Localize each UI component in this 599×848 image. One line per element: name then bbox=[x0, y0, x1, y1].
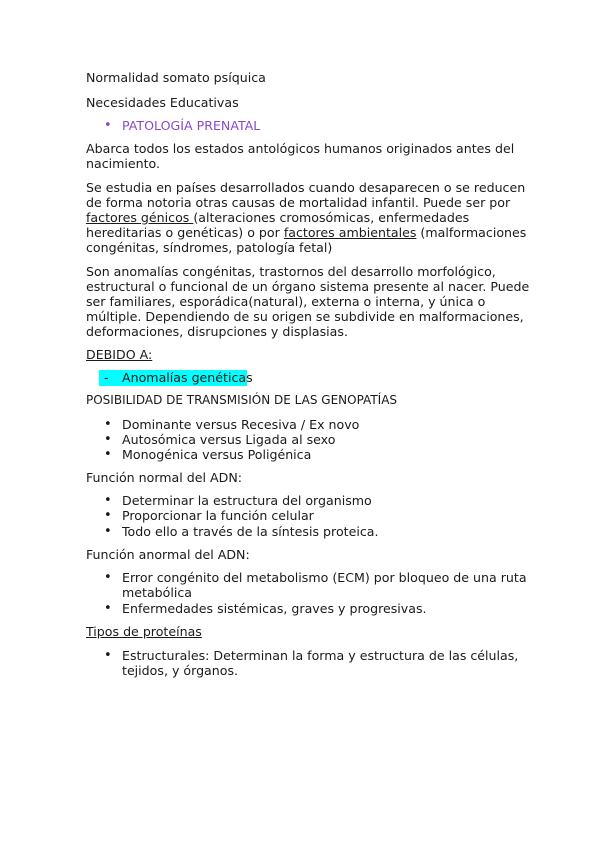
list-item: Error congénito del metabolismo (ECM) por bloqueo de una ruta bbox=[122, 570, 527, 585]
list-item: Dominante versus Recesiva / Ex novo bbox=[122, 417, 360, 432]
paragraph-3-line: ser familiares, esporádica(natural), externa o interna, y única o bbox=[86, 294, 486, 309]
debido-a-heading: DEBIDO A: bbox=[86, 347, 153, 362]
factores-ambientales-link: factores ambientales bbox=[283, 225, 417, 240]
anomalias-geneticas-highlight: Anomalías genéticas bbox=[122, 370, 253, 385]
list-item: Determinar la estructura del organismo bbox=[122, 493, 372, 508]
bullet-marker: • bbox=[104, 493, 112, 508]
paragraph-2-text: (malformaciones bbox=[416, 225, 527, 240]
list-item-continuation: metabólica bbox=[122, 585, 193, 600]
paragraph-2-text: (alteraciones cromosómicas, enfermedades bbox=[193, 210, 470, 225]
bullet-marker: • bbox=[104, 570, 112, 585]
paragraph-3-line: Son anomalías congénitas, trastornos del desarrollo morfológico, bbox=[86, 264, 496, 279]
paragraph-2-line bbox=[86, 210, 469, 225]
heading-necesidades: Necesidades Educativas bbox=[86, 95, 239, 110]
paragraph-2-line: de forma notoria otras causas de mortalidad infantil. Puede ser por bbox=[86, 195, 511, 210]
paragraph-3-line: deformaciones, disrupciones y displasias. bbox=[86, 324, 348, 339]
list-item: Estructurales: Determinan la forma y estructura de las células, bbox=[122, 648, 519, 663]
funcion-normal-heading: Función normal del ADN: bbox=[86, 470, 242, 485]
paragraph-1-line: Abarca todos los estados antológicos humanos originados antes del bbox=[86, 141, 515, 156]
posibilidad-heading: POSIBILIDAD DE TRANSMISIÓN DE LAS GENOPATÍAS bbox=[86, 393, 398, 407]
heading-normalidad: Normalidad somato psíquica bbox=[86, 70, 266, 85]
bullet-marker: • bbox=[104, 508, 112, 523]
bullet-marker: • bbox=[104, 118, 112, 133]
paragraph-1-line: nacimiento. bbox=[86, 156, 161, 171]
list-item: Autosómica versus Ligada al sexo bbox=[122, 432, 336, 447]
list-item: Enfermedades sistémicas, graves y progresivas. bbox=[122, 601, 427, 616]
factores-genicos-link: factores génicos bbox=[86, 210, 194, 225]
bullet-marker: • bbox=[104, 432, 112, 447]
paragraph-3-line: múltiple. Dependiendo de su origen se subdivide en malformaciones, bbox=[86, 309, 524, 324]
bullet-marker: • bbox=[104, 648, 112, 663]
paragraph-2-line: congénitas, síndromes, patología fetal) bbox=[86, 240, 333, 255]
highlight-dash: - bbox=[104, 370, 109, 385]
section-patologia-prenatal: PATOLOGÍA PRENATAL bbox=[122, 118, 261, 133]
list-item-continuation: tejidos, y órganos. bbox=[122, 663, 239, 678]
list-item: Proporcionar la función celular bbox=[122, 508, 314, 523]
paragraph-2-text: hereditarias o genéticas) o por bbox=[86, 225, 284, 240]
bullet-marker: • bbox=[104, 447, 112, 462]
funcion-anormal-heading: Función anormal del ADN: bbox=[86, 547, 250, 562]
bullet-marker: • bbox=[104, 417, 112, 432]
tipos-proteinas-heading: Tipos de proteínas bbox=[86, 624, 202, 639]
paragraph-3-line: estructural o funcional de un órgano sistema presente al nacer. Puede bbox=[86, 279, 530, 294]
list-item: Todo ello a través de la síntesis proteica. bbox=[122, 524, 379, 539]
bullet-marker: • bbox=[104, 601, 112, 616]
bullet-marker: • bbox=[104, 524, 112, 539]
list-item: Monogénica versus Poligénica bbox=[122, 447, 312, 462]
paragraph-2-line bbox=[86, 225, 526, 240]
paragraph-2-line: Se estudia en países desarrollados cuando desaparecen o se reducen bbox=[86, 180, 526, 195]
